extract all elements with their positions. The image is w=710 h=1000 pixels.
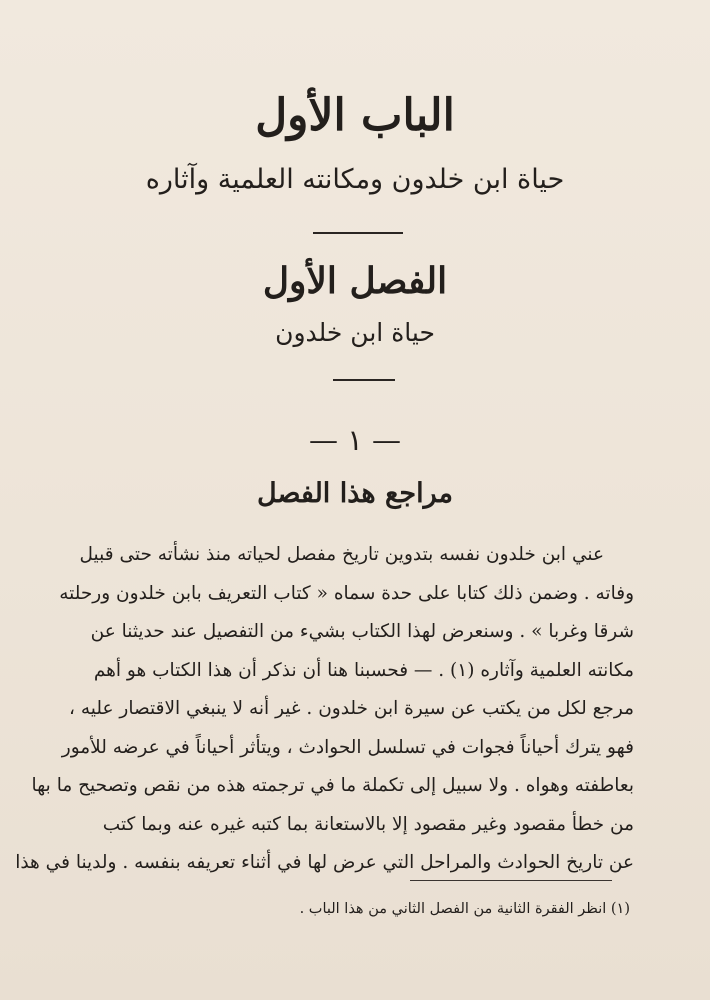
section-heading: مراجع هذا الفصل <box>257 478 453 509</box>
body-line: وفاته . وضمن ذلك كتابا على حدة سماه « كتاب التعريف بابن خلدون ورحلته <box>59 582 634 604</box>
chapter-subtitle: حياة ابن خلدون <box>275 318 435 347</box>
body-line: عن تاريخ الحوادث والمراحل التي عرض لها في أثناء تعريفه بنفسه . ولدينا في هذا <box>15 852 634 873</box>
body-line: عني ابن خلدون نفسه بتدوين تاريخ مفصل لحياته منذ نشأته حتى قبيل <box>79 544 604 565</box>
part-subtitle: حياة ابن خلدون ومكانته العلمية وآثاره <box>145 164 565 195</box>
footnote-divider <box>410 880 612 881</box>
part-title: الباب الأول <box>255 90 455 141</box>
chapter-title: الفصل الأول <box>262 260 448 302</box>
body-line: مكانته العلمية وآثاره (١) . — فحسبنا هنا أن نذكر أن هذا الكتاب هو أهم <box>93 659 634 681</box>
chapter-divider <box>333 379 395 381</box>
section-number: — ١ — <box>308 423 401 457</box>
body-line: شرقا وغربا » . وسنعرض لهذا الكتاب بشيء من التفصيل عند حديثنا عن <box>90 621 634 642</box>
body-line: فهو يترك أحياناً فجوات في تسلسل الحوادث ، ويتأثر أحياناً في عرضه للأمور <box>61 736 634 758</box>
body-line: مرجع لكل من يكتب عن سيرة ابن خلدون . غير أنه لا ينبغي الاقتصار عليه ، <box>69 698 634 719</box>
title-divider <box>313 232 403 234</box>
body-line: من خطأ مقصود وغير مقصود إلا بالاستعانة بما كتبه غيره عنه وبما كتب <box>102 813 634 835</box>
footnote: (١) انظر الفقرة الثانية من الفصل الثاني من هذا الباب . <box>299 901 630 917</box>
body-line: بعاطفته وهواه . ولا سبيل إلى تكملة ما في ترجمته هذه من نقص وتصحيح ما بها <box>31 775 634 796</box>
body-paragraph <box>15 536 634 883</box>
